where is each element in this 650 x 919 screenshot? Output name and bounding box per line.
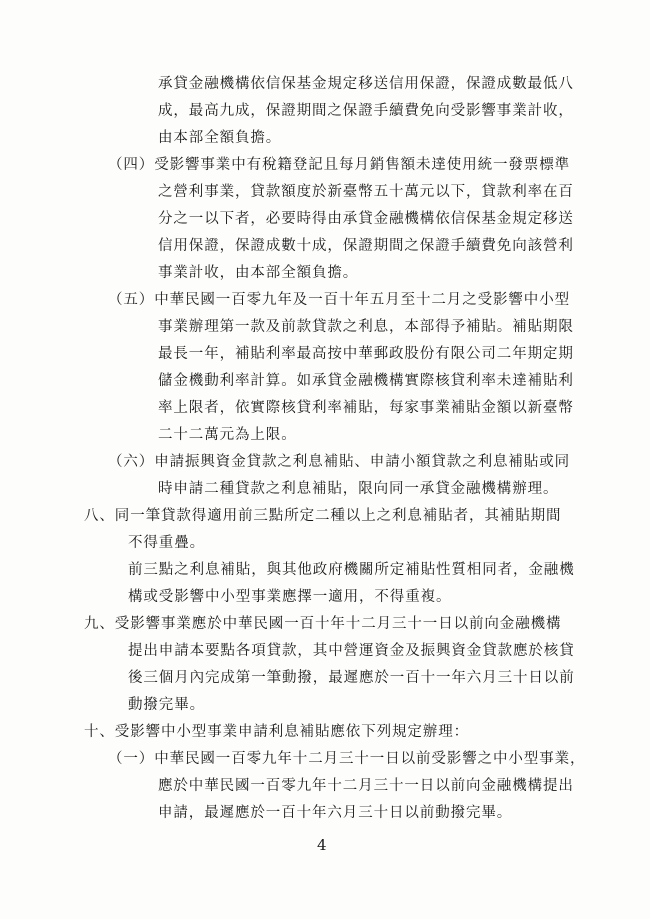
- text-line: （一）中華民國一百零九年十二月三十一日以前受影響之中小型事業，: [108, 751, 586, 767]
- text-line: 申請，最遲應於一百十年六月三十日以前動撥完畢。: [158, 805, 513, 821]
- text-line: 構或受影響中小型事業應擇一適用，不得重複。: [128, 589, 452, 605]
- text-line: 事業辦理第一款及前款貸款之利息，本部得予補貼。補貼期限: [158, 319, 574, 335]
- text-line: 分之一以下者，必要時得由承貸金融機構依信保基金規定移送: [158, 211, 574, 227]
- text-line: 時申請二種貸款之利息補貼，限向同一承貸金融機構辦理。: [158, 481, 559, 497]
- text-line: 二十二萬元為上限。: [158, 427, 297, 443]
- text-line: 事業計收，由本部全額負擔。: [158, 265, 359, 281]
- text-line: 率上限者，依實際核貸利率補貼，每家事業補貼金額以新臺幣: [158, 400, 574, 416]
- text-line: 不得重疊。: [128, 535, 205, 551]
- text-line: 信用保證，保證成數十成，保證期間之保證手續費免向該營利: [158, 238, 574, 254]
- text-line: （四）受影響事業中有稅籍登記且每月銷售額未達使用統一發票標準: [108, 157, 570, 173]
- text-line: 成，最高九成，保證期間之保證手續費免向受影響事業計收，: [158, 103, 574, 119]
- text-line: 十、受影響中小型事業申請利息補貼應依下列規定辦理：: [84, 724, 469, 740]
- text-line: 後三個月內完成第一筆動撥，最遲應於一百十一年六月三十日以前: [128, 670, 575, 686]
- text-line: （六）申請振興資金貸款之利息補貼、申請小額貸款之利息補貼或同: [108, 454, 570, 470]
- page-number: 4: [317, 836, 327, 854]
- text-line: 應於中華民國一百零九年十二月三十一日以前向金融機構提出: [158, 778, 574, 794]
- text-line: 最長一年，補貼利率最高按中華郵政股份有限公司二年期定期: [158, 346, 574, 362]
- text-line: 八、同一筆貸款得適用前三點所定二種以上之利息補貼者，其補貼期間: [84, 508, 562, 524]
- text-line: 之營利事業，貸款額度於新臺幣五十萬元以下，貸款利率在百: [158, 184, 574, 200]
- text-line: 動撥完畢。: [128, 697, 205, 713]
- text-line: 前三點之利息補貼，與其他政府機關所定補貼性質相同者，金融機: [128, 562, 575, 578]
- text-line: 提出申請本要點各項貸款，其中營運資金及振興資金貸款應於核貸: [128, 643, 575, 659]
- text-line: 儲金機動利率計算。如承貸金融機構實際核貸利率未達補貼利: [158, 373, 574, 389]
- text-line: 九、受影響事業應於中華民國一百十年十二月三十一日以前向金融機構: [84, 616, 562, 632]
- text-line: 承貸金融機構依信保基金規定移送信用保證，保證成數最低八: [158, 76, 574, 92]
- text-line: （五）中華民國一百零九年及一百十年五月至十二月之受影響中小型: [108, 292, 570, 308]
- text-line: 由本部全額負擔。: [158, 130, 282, 146]
